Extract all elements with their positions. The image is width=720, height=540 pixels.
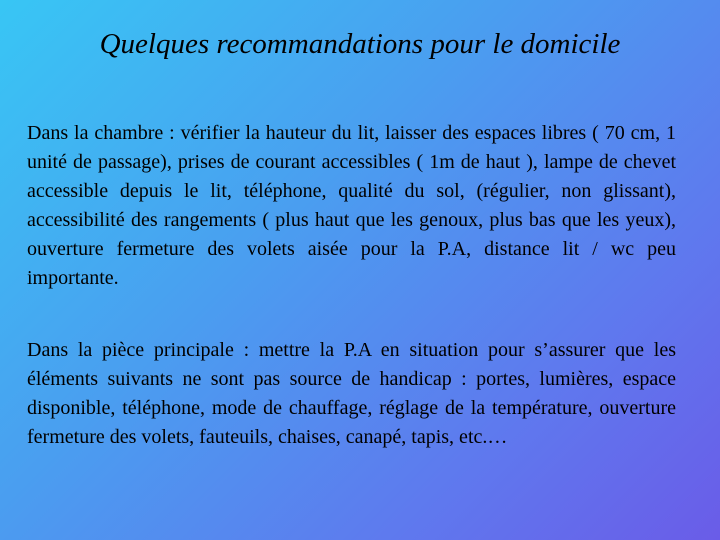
slide-title: Quelques recommandations pour le domicile [99,28,621,60]
paragraph-bedroom: Dans la chambre : vérifier la hauteur du lit, laisser des espaces libres ( 70 cm, 1 unité de passage), prises de courant accessibles ( 1m de haut ), lampe de chevet accessible depuis le lit, téléphone, qualité du sol, (régulier, non glissant), accessibilité des rangements ( plus haut que les genoux, plus bas que les yeux), ouverture fermeture des volets aisée pour la P.A, distance lit / wc peu importante. [27,122,676,289]
paragraph-main-room: Dans la pièce principale : mettre la P.A en situation pour s’assurer que les éléments suivants ne sont pas source de handicap : portes, lumières, espace disponible, téléphone, mode de chauffage, réglage de la température, ouverture fermeture des volets, fauteuils, chaises, canapé, tapis, etc.… [27,339,676,448]
